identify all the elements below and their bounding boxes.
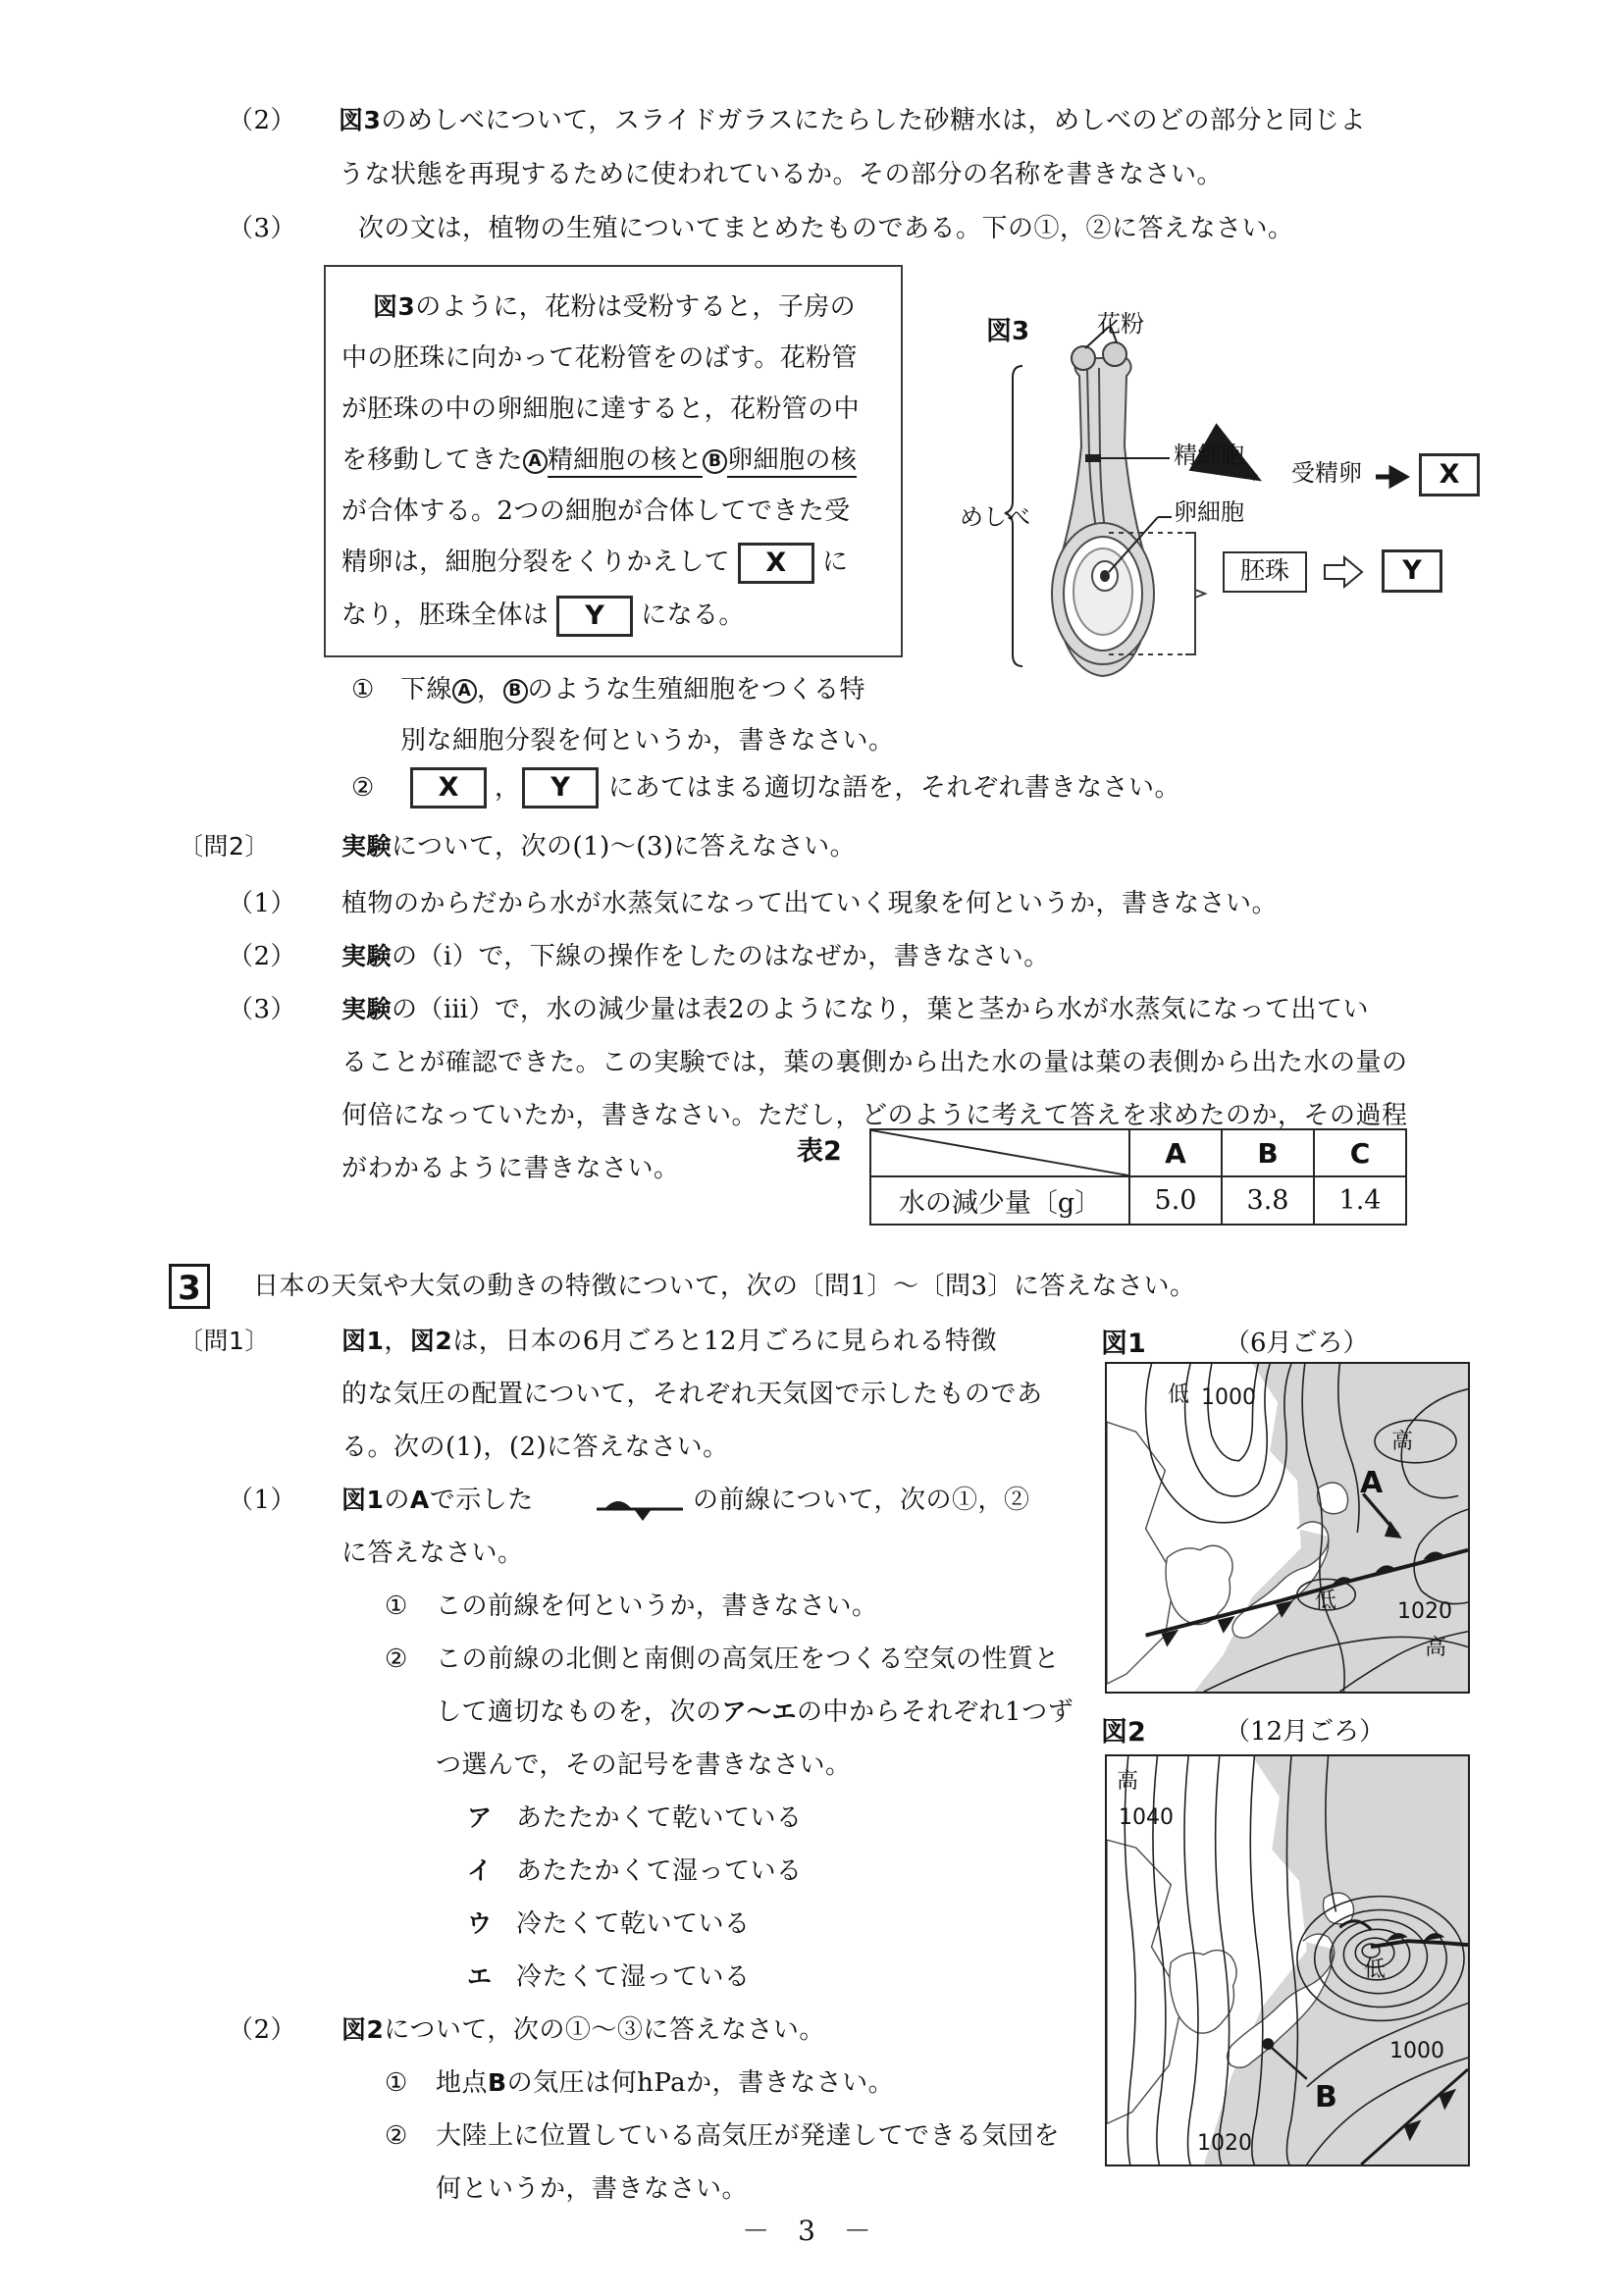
- circled-a-ref: A: [452, 679, 477, 704]
- mon2-item-2-line: [341, 944, 1050, 969]
- pollen-grain-right: [1103, 342, 1126, 366]
- fig3-hollow-arrow: [1323, 555, 1366, 589]
- fig1-high-se-label: 高: [1425, 1636, 1447, 1660]
- section3-q1-sub1-marker: ①: [385, 1592, 408, 1621]
- fig3-result-x-box[interactable]: X: [1419, 453, 1480, 496]
- choice-e-key: エ: [467, 1962, 493, 1991]
- choice-a-key: ア: [467, 1803, 493, 1832]
- mon2-item-3-line-3: 何倍になっていたか，書きなさい。ただし，どのように考えて答えを求めたのか，その過程: [341, 1101, 1408, 1130]
- sub-item-2-separator: ，: [495, 773, 521, 803]
- mon2-item-1-line: 植物のからだから水が水蒸気になって出ていく現象を何というか，書きなさい。: [341, 889, 1279, 918]
- fig3-caption-text: 図3: [986, 317, 1030, 346]
- passage-fig3-ref: 図3: [373, 292, 416, 321]
- section3-q2-line-1-rest: について，次の①～③に答えなさい。: [384, 2015, 825, 2045]
- fig2-caption-text: 図2: [1101, 1717, 1146, 1748]
- fig1-map-svg: [1107, 1364, 1468, 1692]
- section3-mon1-line-2: 的な気圧の配置について，それぞれ天気図で示したものであ: [341, 1380, 1043, 1409]
- sub-item-2-marker: ②: [351, 773, 375, 803]
- section3-mon1-line-3: る。次の(1)，(2)に答えなさい。: [341, 1433, 729, 1462]
- mon2-item-3-marker: （3）: [228, 995, 297, 1024]
- section3-q1-sub2-line-1: この前線の北側と南側の高気圧をつくる空気の性質と: [436, 1644, 1061, 1674]
- fig3-label-sperm-cell: 精細胞: [1174, 442, 1244, 469]
- section3-q1-sub2-line-2: して適切なものを，次のア～エの中からそれぞれ1つず: [436, 1697, 1074, 1727]
- sub-item-1-sep: ，: [477, 675, 503, 704]
- circled-a-inline: A: [523, 449, 548, 474]
- fig1-point-a-label: A: [1360, 1466, 1384, 1500]
- section3-q1-marker: （1）: [228, 1486, 297, 1515]
- passage-line-7-b: になる。: [641, 600, 745, 630]
- passage-line-3: が胚珠の中の卵細胞に達すると，花粉管の中: [341, 394, 861, 424]
- passage-line-5: が合体する。2つの細胞が合体してできた受: [341, 496, 851, 526]
- mon2-item-3-line-1: [341, 997, 1369, 1022]
- fig1-weather-map: [1105, 1362, 1470, 1694]
- fig3-label-ovule-box: 胚珠: [1223, 551, 1307, 593]
- mon2-item-2-rest: の（ⅰ）で，下線の操作をしたのはなぜか，書きなさい。: [392, 942, 1050, 971]
- mon2-marker: [179, 834, 270, 860]
- fig1-low-center-label: 低: [1315, 1589, 1337, 1613]
- fig3-label-egg-cell: 卵細胞: [1174, 498, 1244, 526]
- table2-corner-cell: [870, 1129, 1129, 1176]
- mon2-marker-text: 〔問2〕: [179, 832, 270, 861]
- mon2-item-2-bold: 実験: [341, 942, 393, 970]
- fig2-low-ne-label: 低: [1364, 1957, 1387, 1982]
- question-2-line-2: うな状態を再現するために使われているか。その部分の名称を書きなさい。: [339, 160, 1224, 189]
- passage-line-7: [341, 595, 745, 637]
- passage-line-1: [373, 287, 856, 323]
- question-3-line-1: 次の文は，植物の生殖についてまとめたものである。下の①，②に答えなさい。: [358, 214, 1294, 243]
- circled-b-ref: B: [503, 679, 528, 704]
- choice-u-key: ウ: [467, 1909, 493, 1938]
- table2-value-c: 1.4: [1314, 1176, 1406, 1225]
- passage-line-4-b: 精細胞の核と: [548, 445, 703, 478]
- section3-q2-sub2-line-1: 大陸上に位置している高気圧が発達してできる気団を: [436, 2121, 1061, 2151]
- sub-item-1-c: のような生殖細胞をつくる特: [527, 675, 866, 704]
- passage-line-6-b: に: [822, 548, 849, 577]
- fig3-label-fertilized-egg: 受精卵: [1291, 459, 1362, 487]
- section3-q2-sub1-marker: ①: [385, 2068, 408, 2098]
- fig1-subcaption: （6月ごろ）: [1225, 1329, 1369, 1358]
- mon2-item-3-bold: 実験: [341, 995, 393, 1023]
- passage-line-2: 中の胚珠に向かって花粉管をのばす。花粉管: [341, 343, 858, 373]
- fig2-subcaption: （12月ごろ）: [1225, 1717, 1386, 1747]
- passage-line-4: [341, 440, 857, 476]
- page-number: － 3 －: [742, 2215, 881, 2247]
- mon2-item-3-line-2: ることが確認できた。この実験では，葉の裏側から出た水の量は葉の表側から出た水の量の: [341, 1048, 1408, 1077]
- passage-line-7-a: なり，胚珠全体は: [341, 600, 550, 630]
- question-2-line-1: 図3のめしべについて，スライドガラスにたらした砂糖水は，めしべのどの部分と同じよ: [339, 106, 1367, 135]
- table-row: [870, 1176, 1406, 1225]
- diagonal-slash-icon: [871, 1130, 1128, 1175]
- sub-item-1-line-2: 別な細胞分裂を何というか，書きなさい。: [400, 726, 895, 756]
- mon2-heading: [341, 834, 856, 860]
- fig1-caption-text: 図1: [1101, 1329, 1146, 1359]
- section3-q2-line-1: [341, 2017, 825, 2043]
- fig2-point-b-label: B: [1315, 2080, 1337, 2114]
- fig2-isobar-1040-label: 1040: [1119, 1805, 1174, 1830]
- section-3-intro: 日本の天気や大気の動きの特徴について，次の〔問1〕～〔問3〕に答えなさい。: [253, 1272, 1196, 1301]
- choice-a-text: あたたかくて乾いている: [516, 1803, 803, 1833]
- sub-item-1-line-1: [400, 677, 865, 704]
- sub-item-2-tail: にあてはまる適切な語を，それぞれ書きなさい。: [608, 773, 1181, 803]
- mon2-item-1-marker: （1）: [228, 889, 297, 918]
- fig1-isobar-1020-label: 1020: [1397, 1599, 1452, 1624]
- question-2-line-1-text: のめしべについて，スライドガラスにたらした砂糖水は，めしべのどの部分と同じよ: [381, 106, 1367, 135]
- section3-q2-marker: （2）: [228, 2015, 297, 2045]
- mon2-heading-bold: 実験: [341, 832, 393, 861]
- section3-q1-line-1a: 図1のAで示した: [341, 1486, 534, 1515]
- table2-caption-text: 表2: [797, 1136, 842, 1167]
- section-3-number: 3: [169, 1264, 210, 1309]
- question-3-marker: （3）: [228, 214, 297, 243]
- table2-value-a: 5.0: [1129, 1176, 1222, 1225]
- fig1-isobar-1000-label: 1000: [1201, 1385, 1256, 1410]
- fig2-ref: 図2: [341, 2015, 385, 2044]
- fig3-arrow-to-x: [1374, 463, 1413, 491]
- fig3-label-pollen: 花粉: [1097, 310, 1144, 338]
- section3-q2-sub1-line: 地点Bの気圧は何hPaか，書きなさい。: [436, 2068, 895, 2098]
- table2-col-a: A: [1129, 1129, 1222, 1176]
- section3-q1-line-2: に答えなさい。: [341, 1539, 524, 1568]
- section3-q1-sub2-line-3: つ選んで，その記号を書きなさい。: [436, 1750, 852, 1780]
- table2-col-b: B: [1222, 1129, 1314, 1176]
- section3-q2-sub2-marker: ②: [385, 2121, 408, 2151]
- section3-mon1-marker-text: 〔問1〕: [179, 1327, 270, 1355]
- fig2-high-nw-label: 高: [1117, 1769, 1139, 1794]
- table2-value-b: 3.8: [1222, 1176, 1314, 1225]
- circled-b-inline: B: [703, 449, 727, 474]
- sub-item-2-blank-x[interactable]: X: [410, 767, 487, 809]
- section3-mon1-line-1: 図1，図2は，日本の6月ごろと12月ごろに見られる特徴: [341, 1327, 997, 1356]
- fig1-ref: 図1: [341, 1486, 385, 1514]
- mon2-item-3-line-4: がわかるように書きなさい。: [341, 1154, 680, 1183]
- passage-line-1-rest: のように，花粉は受粉すると，子房の: [415, 292, 857, 322]
- section3-mon1-marker: [179, 1329, 270, 1354]
- passage-blank-y[interactable]: Y: [556, 596, 633, 637]
- sub-item-1-marker: ①: [351, 675, 375, 704]
- table2: [869, 1128, 1407, 1226]
- fig1-caption: [1101, 1331, 1146, 1357]
- choice-i-key: イ: [467, 1856, 493, 1885]
- fig1-low-nw-label: 低: [1168, 1383, 1190, 1407]
- fig3-result-y-box[interactable]: Y: [1382, 549, 1442, 593]
- choice-i-text: あたたかくて湿っている: [516, 1856, 803, 1886]
- sperm-cell-marker: [1085, 454, 1101, 462]
- fig2-weather-map: [1105, 1754, 1470, 2166]
- occluded-front-symbol-icon: [597, 1493, 685, 1521]
- passage-line-4-a: を移動してきた: [341, 445, 523, 475]
- mon2-item-3-rest: の（ⅲ）で，水の減少量は表2のようになり，葉と茎から水が水蒸気になって出てい: [392, 995, 1369, 1024]
- passage-blank-x[interactable]: X: [738, 543, 814, 584]
- section3-q1-sub2-marker: ②: [385, 1644, 408, 1674]
- choice-e-text: 冷たくて湿っている: [516, 1962, 751, 1992]
- table2-col-c: C: [1314, 1129, 1406, 1176]
- choice-u-text: 冷たくて乾いている: [516, 1909, 751, 1939]
- sub-item-1-a: 下線: [400, 675, 453, 704]
- table-row-header: [870, 1129, 1406, 1176]
- section3-q2-sub2-line-2: 何というか，書きなさい。: [436, 2174, 749, 2204]
- fig3-label-pistil: めしべ: [960, 503, 1030, 531]
- passage-box: [324, 265, 903, 657]
- pollen-grain-left: [1072, 346, 1095, 370]
- mon2-heading-rest: について，次の(1)～(3)に答えなさい。: [392, 832, 857, 861]
- fig2-isobar-1020-label: 1020: [1197, 2131, 1252, 2156]
- sub-item-2-blank-y[interactable]: Y: [522, 767, 599, 809]
- table2-row-header: 水の減少量〔g〕: [870, 1176, 1129, 1225]
- section3-q1-sub1-line: この前線を何というか，書きなさい。: [436, 1592, 878, 1621]
- passage-line-4-c: 卵細胞の核: [727, 445, 857, 478]
- mon2-item-2-marker: （2）: [228, 942, 297, 971]
- fig2-isobar-1000-label: 1000: [1389, 2039, 1444, 2063]
- question-2-marker: （2）: [228, 106, 297, 135]
- passage-line-6-a: 精卵は，細胞分裂をくりかえして: [341, 548, 731, 577]
- table2-caption: [797, 1138, 842, 1165]
- fig1-high-ne-label: 高: [1391, 1430, 1414, 1454]
- section3-q1-line-1b: の前線について，次の①，②: [693, 1486, 1030, 1515]
- passage-line-6: [341, 542, 848, 584]
- fig2-caption: [1101, 1719, 1146, 1746]
